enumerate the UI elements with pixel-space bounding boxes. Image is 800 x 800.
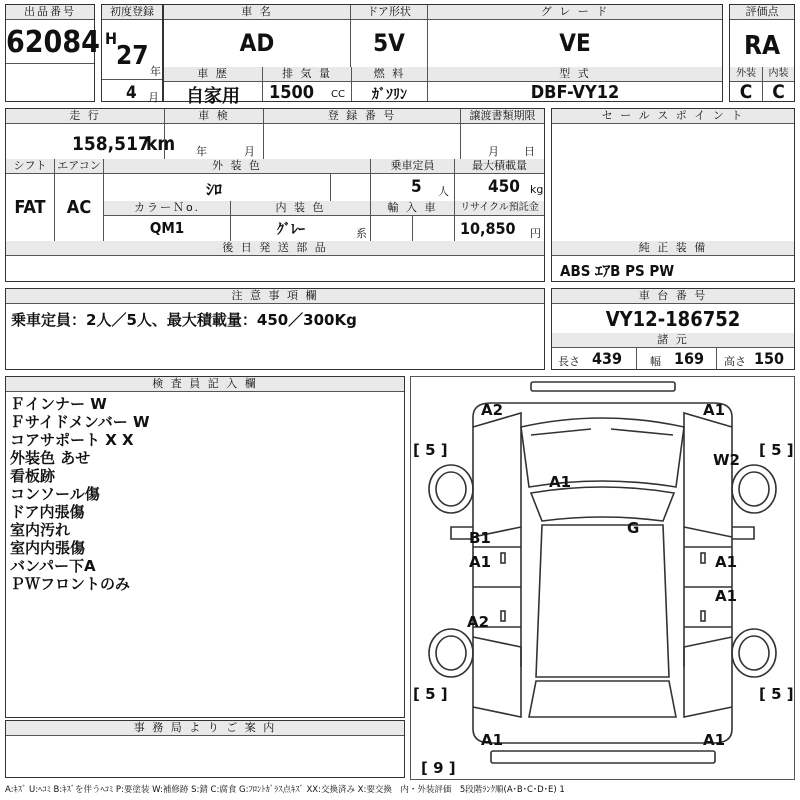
transfer-deadline-label: 譲渡書類期限 — [461, 109, 544, 124]
width-label: 幅 — [650, 355, 661, 368]
interior-label: 内装 — [763, 67, 794, 82]
length-label: 長さ — [558, 355, 580, 368]
door-label: ドア形状 — [351, 5, 427, 20]
inspector-note-line: 看板跡 — [10, 467, 56, 485]
inspector-note-line: 室内内張傷 — [10, 539, 86, 557]
height: 150 — [754, 349, 785, 368]
history: 自家用 — [186, 86, 240, 107]
mark-tire-fr: [ 5 ] — [759, 441, 794, 459]
shift: FAT — [14, 197, 46, 218]
import-label: 輸 入 車 — [371, 201, 454, 216]
transfer-month: 月 — [488, 145, 499, 158]
reg-month: 4 — [126, 83, 137, 103]
grade: VE — [559, 29, 591, 57]
lot-number-label: 出品番号 — [6, 5, 94, 20]
fuel: ｶﾞｿﾘﾝ — [372, 87, 407, 103]
max-load: 450 — [488, 177, 520, 197]
recycle-deposit: 10,850 — [460, 219, 516, 238]
later-parts-label: 後 日 発 送 部 品 — [6, 241, 544, 256]
transfer-day: 日 — [524, 145, 535, 158]
capacity-label: 乗車定員 — [371, 159, 454, 174]
lot-number: 62084 — [6, 25, 100, 60]
registration-label: 登 録 番 号 — [264, 109, 460, 124]
sales-point-block — [551, 108, 795, 282]
displacement-label: 排 気 量 — [263, 67, 351, 82]
first-registration-cell — [101, 4, 163, 102]
mark-tire-fl: [ 5 ] — [413, 441, 448, 459]
details-block — [5, 108, 545, 282]
fuel-label: 燃 料 — [352, 67, 427, 82]
height-label: 高さ — [724, 355, 746, 368]
score-label: 評価点 — [730, 5, 794, 20]
interior-color-label: 内 装 色 — [231, 201, 370, 216]
car-name-label: 車 名 — [164, 5, 350, 20]
equipment: ABS ｴｱB PS PW — [560, 262, 675, 280]
car-diagram-svg — [411, 377, 794, 779]
exterior-color-label: 外 装 色 — [104, 159, 370, 174]
vehicle-info-block — [163, 4, 723, 107]
chassis-label: 車 台 番 号 — [552, 289, 794, 304]
capacity-unit: 人 — [438, 185, 449, 198]
dimensions-label: 諸 元 — [552, 333, 794, 348]
aircon-label: エアコン — [55, 159, 103, 174]
mileage: 158,517 — [72, 133, 150, 155]
lot-number-cell — [5, 4, 100, 102]
legend: A:ｷｽﾞ U:ﾍｺﾐ B:ｷｽﾞを伴うﾍｺﾐ P:要塗装 W:補修跡 S:錆 C:腐食 G:ﾌﾛﾝﾄｶﾞﾗｽ点ｷｽﾞ XX:交換済み X:要交換 内・外装評価 5段階ﾗﾝｸ順(A･B･C･D･E) 1 — [5, 785, 565, 795]
inspection-label: 車 検 — [165, 109, 263, 124]
interior-grade: C — [772, 81, 785, 103]
score-cell — [729, 4, 795, 102]
color-number-label: カラーＮo. — [104, 201, 230, 216]
recycle-label: リサイクル預託金 — [455, 201, 544, 216]
car-diagram — [410, 376, 795, 780]
exterior-label: 外装 — [730, 67, 762, 82]
mark-a1-front-right: A1 — [703, 401, 726, 419]
max-load-unit: kg — [530, 183, 544, 196]
grade-label: グ レ ー ド — [428, 5, 722, 20]
mark-a1-right-door: A1 — [715, 553, 738, 571]
mark-a1-hood: A1 — [549, 473, 572, 491]
inspector-note-line: ドア内張傷 — [10, 503, 85, 521]
sales-point-label: セ ー ル ス ポ イ ン ト — [552, 109, 794, 124]
mileage-unit: km — [146, 133, 176, 155]
month-unit: 月 — [148, 91, 159, 104]
color-number: QM1 — [149, 219, 185, 237]
mark-a1-left-door: A1 — [469, 553, 492, 571]
max-load-label: 最大積載量 — [455, 159, 544, 174]
mark-tire-rr: [ 5 ] — [759, 685, 794, 703]
inspector-note-line: ＰＷフロントのみ — [10, 575, 131, 593]
office-label: 事 務 局 よ り ご 案 内 — [6, 721, 404, 736]
displacement-unit: CC — [331, 89, 345, 100]
mark-a1-rear-right: A1 — [703, 731, 726, 749]
mileage-label: 走 行 — [6, 109, 164, 124]
reg-year: 27 — [116, 41, 149, 71]
mark-a2-front-left: A2 — [481, 401, 504, 419]
inspector-note-line: バンパー下A — [10, 557, 96, 575]
inspector-notes — [10, 395, 400, 593]
mark-tire-rl: [ 5 ] — [413, 685, 448, 703]
inspection-year: 年 — [196, 145, 207, 158]
inspector-note-line: 外装色 あせ — [10, 449, 91, 467]
inspection-month: 月 — [244, 145, 255, 158]
history-label: 車 歴 — [164, 67, 262, 82]
door-type: 5V — [373, 29, 405, 57]
caution-text: 乗車定員：2人／5人、最大積載量：450／300Kg — [11, 311, 357, 329]
inspector-block — [5, 376, 405, 718]
caution-block — [5, 288, 545, 370]
inspector-note-line: コアサポート X X — [10, 431, 134, 449]
aircon: AC — [66, 197, 92, 218]
inspector-note-line: Ｆサイドメンバー W — [10, 413, 150, 431]
inspector-label: 検 査 員 記 入 欄 — [6, 377, 404, 392]
chassis-number: VY12-186752 — [605, 307, 741, 331]
mark-w2-right: W2 — [713, 451, 740, 469]
mark-a2-left-rear: A2 — [467, 613, 490, 631]
width: 169 — [674, 349, 705, 368]
score: RA — [743, 31, 781, 61]
inspector-note-line: コンソール傷 — [10, 485, 100, 503]
chassis-block — [551, 288, 795, 370]
car-name: AD — [239, 29, 275, 57]
interior-color: ｸﾞﾚｰ — [277, 222, 305, 238]
inspector-note-line: Ｆインナー W — [10, 395, 107, 413]
equipment-label: 純 正 装 備 — [552, 241, 794, 256]
mark-spare-tire: [ 9 ] — [421, 759, 456, 777]
first-registration-label: 初度登録 — [102, 5, 162, 20]
interior-color-unit: 系 — [356, 227, 367, 240]
office-block — [5, 720, 405, 778]
exterior-grade: C — [739, 81, 753, 103]
model-code: DBF-VY12 — [530, 82, 620, 103]
mark-a1-rear-left: A1 — [481, 731, 504, 749]
capacity: 5 — [411, 177, 422, 197]
year-unit: 年 — [150, 65, 161, 78]
shift-label: シフト — [6, 159, 54, 174]
displacement: 1500 — [269, 82, 315, 103]
inspector-note-line: 室内汚れ — [10, 521, 71, 539]
mark-b1-left: B1 — [469, 529, 491, 547]
recycle-unit: 円 — [530, 227, 541, 240]
mark-a1-right-rear-door: A1 — [715, 587, 738, 605]
caution-label: 注 意 事 項 欄 — [6, 289, 544, 304]
length: 439 — [592, 349, 623, 368]
model-label: 型 式 — [428, 67, 722, 82]
mark-g-roof: G — [627, 519, 640, 537]
exterior-color: ｼﾛ — [205, 180, 222, 199]
era: H — [105, 29, 118, 48]
